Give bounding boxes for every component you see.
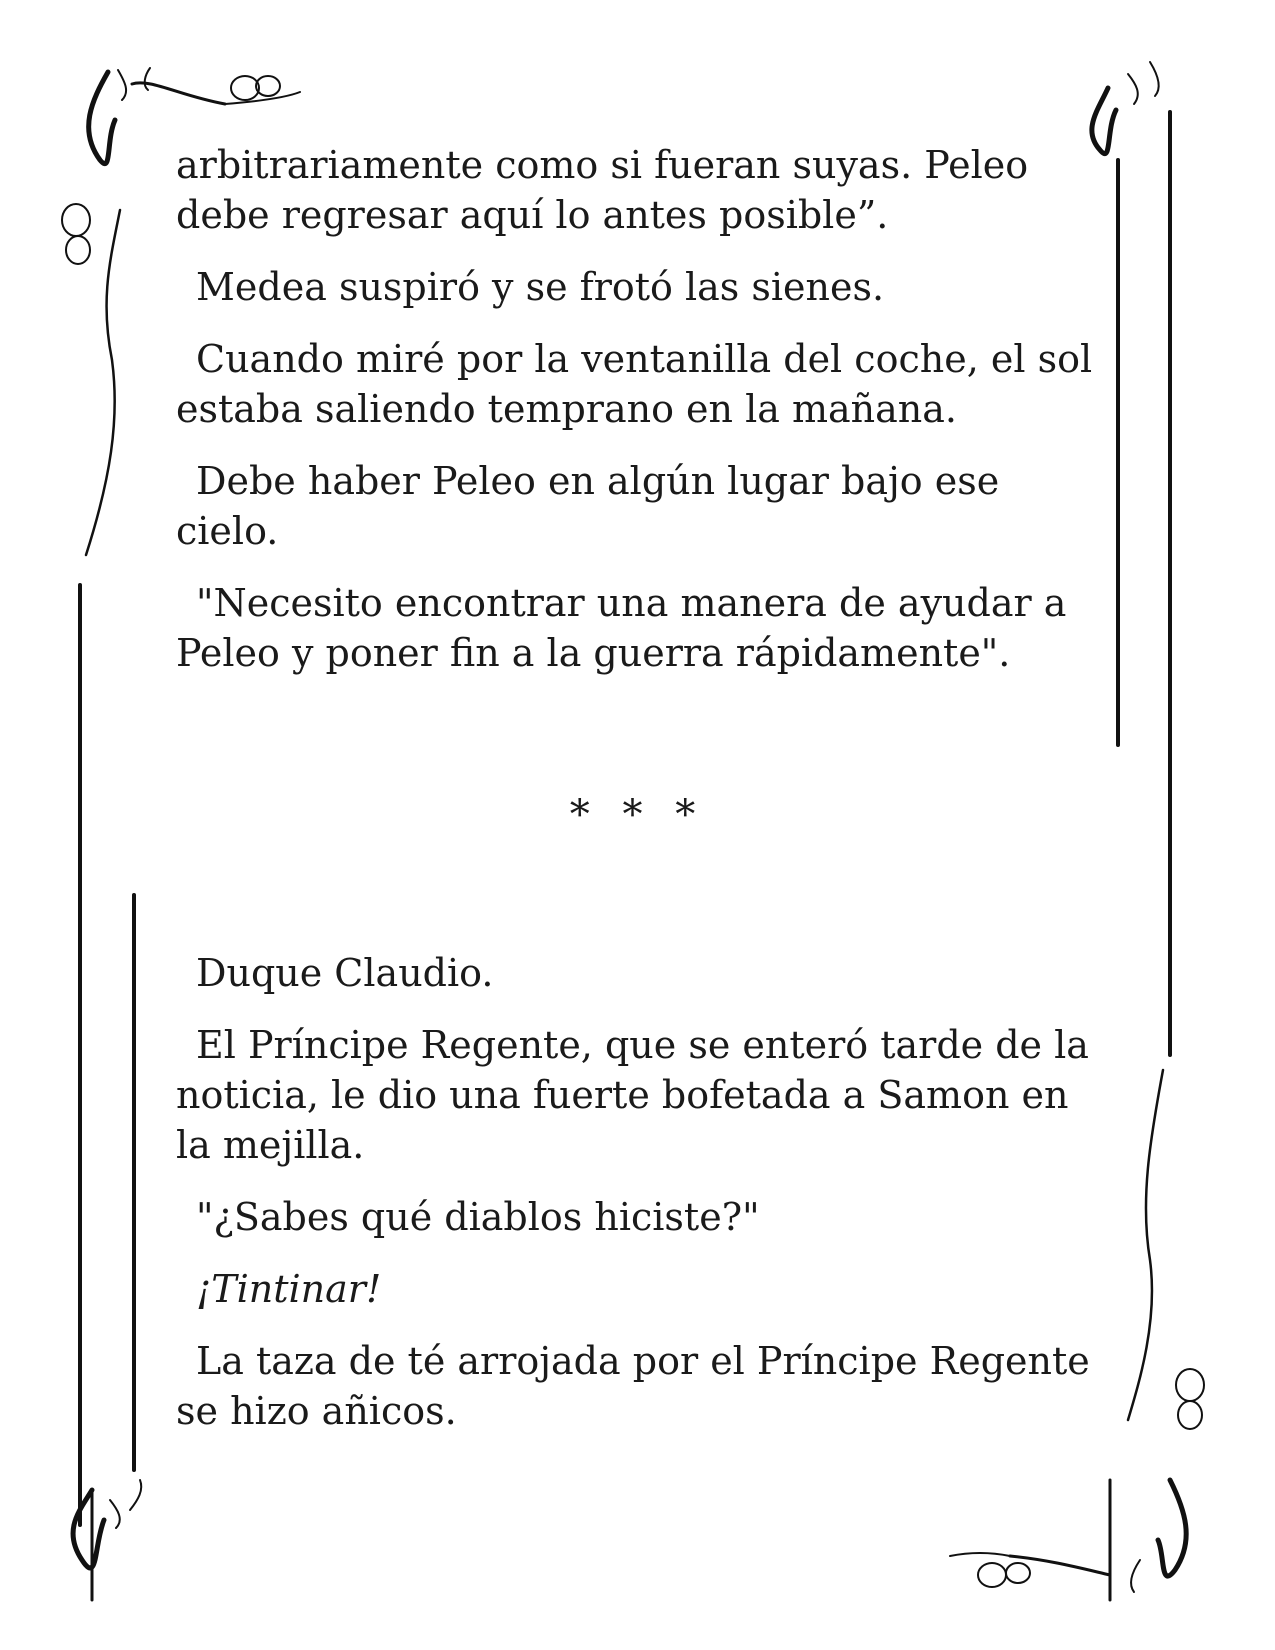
paragraph: Debe haber Peleo en algún lugar bajo ese cielo.	[176, 459, 1000, 553]
paragraph-italic: ¡Tintinar!	[196, 1267, 382, 1311]
flourish-top-right	[1092, 62, 1159, 154]
paragraph: arbitrariamente como si fueran suyas. Peleo debe regresar aquí lo antes posible”.	[176, 143, 1029, 237]
flourish-bottom-left	[73, 1480, 141, 1600]
paragraph: Medea suspiró y se frotó las sienes.	[196, 265, 885, 309]
paragraph: Cuando miré por la ventanilla del coche, el sol estaba saliendo temprano en la mañana.	[176, 337, 1093, 431]
paragraph: "Necesito encontrar una manera de ayudar a Peleo y poner fin a la guerra rápidamente".	[176, 581, 1067, 675]
text-block-1	[176, 140, 1096, 700]
paragraph: La taza de té arrojada por el Príncipe Regente se hizo añicos.	[176, 1339, 1090, 1433]
section-separator: * * *	[569, 792, 706, 838]
text-block-2	[176, 948, 1096, 1458]
paragraph: El Príncipe Regente, que se enteró tarde de la noticia, le dio una fuerte bofetada a Samon en la mejilla.	[176, 1023, 1089, 1167]
paragraph: Duque Claudio.	[196, 951, 494, 995]
paragraph: "¿Sabes qué diablos hiciste?"	[196, 1195, 760, 1239]
